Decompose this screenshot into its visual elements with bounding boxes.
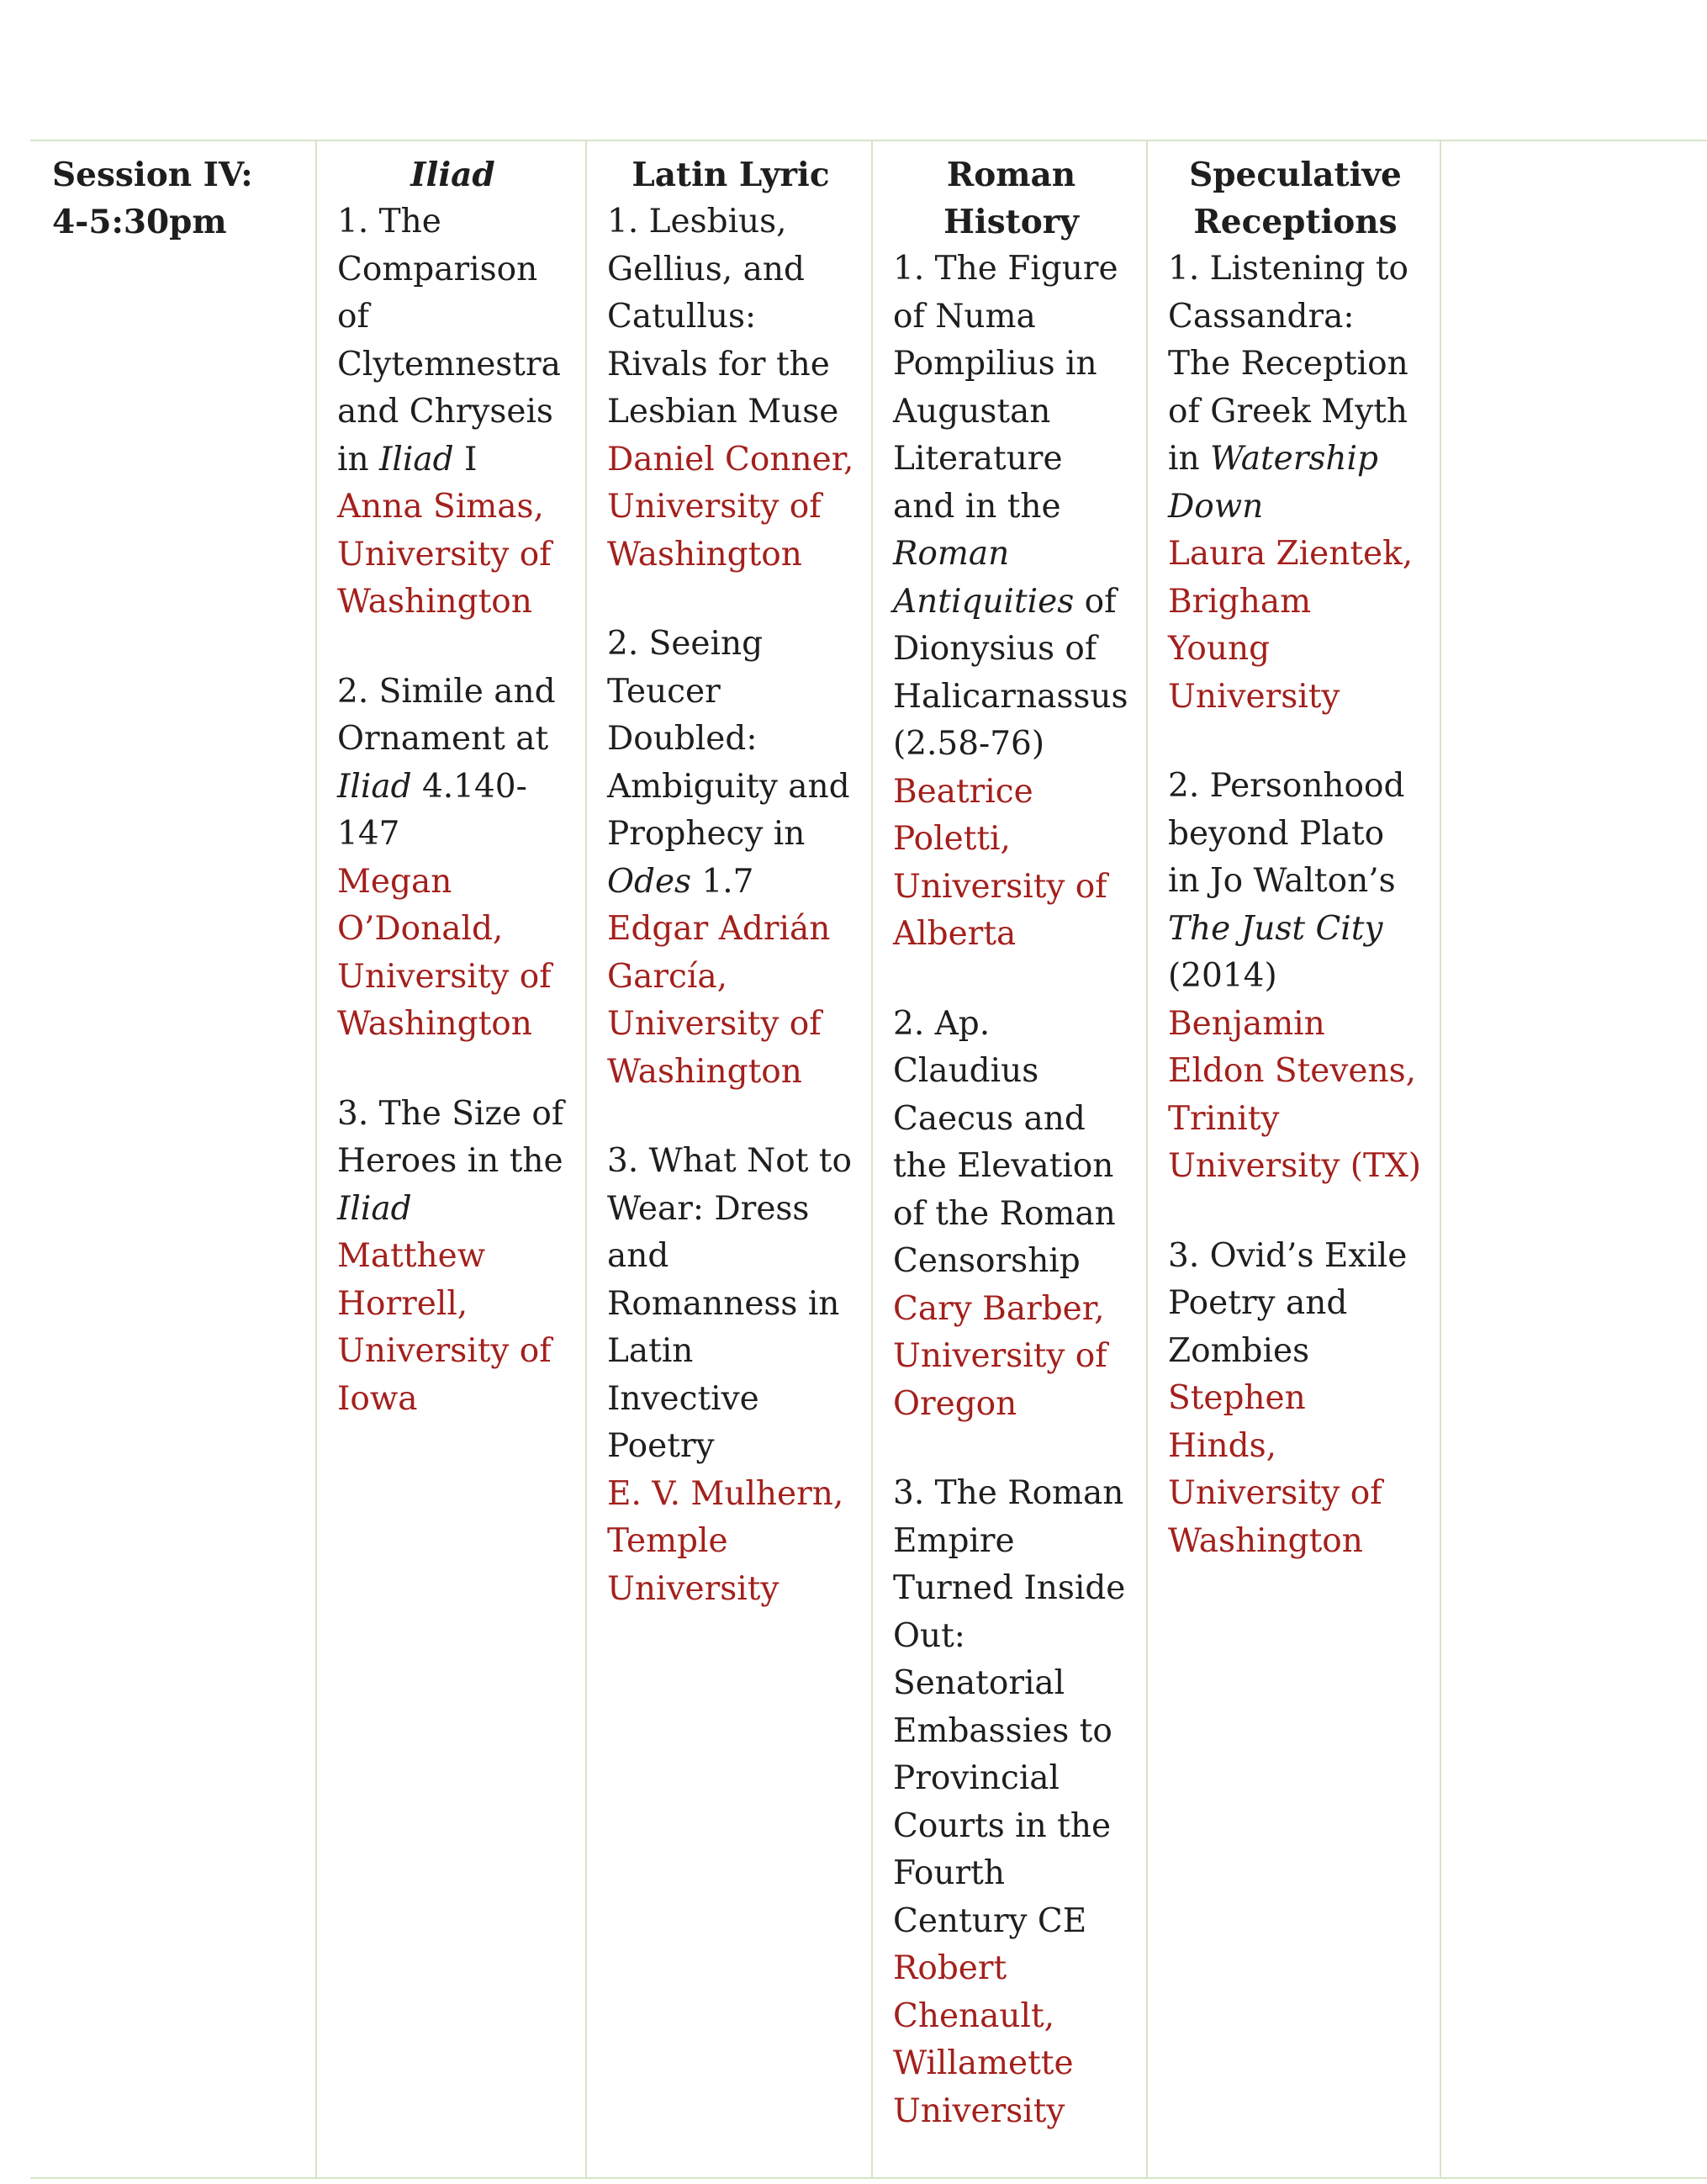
paper-list — [1168, 246, 1423, 1565]
empty-cell — [1440, 140, 1707, 2178]
paper-title-part: Watership Down — [1168, 440, 1378, 526]
paper-title-part: 1. Listening to Cassandra: The Reception of Greek Myth in — [1168, 250, 1408, 478]
paper-title-part: Iliad — [379, 440, 454, 479]
paper-author: Edgar Adrián García, University of Washington — [607, 910, 831, 1091]
paper-entry — [1168, 1233, 1423, 1566]
paper-author: Robert Chenault, Willamette University — [893, 1949, 1074, 2130]
paper-list — [607, 198, 854, 1613]
paper-list — [337, 198, 568, 1423]
paper-author: Cary Barber, University of Oregon — [893, 1289, 1107, 1423]
paper-entry — [607, 198, 854, 579]
paper-entry — [893, 1470, 1129, 2135]
paper-author: Laura Zientek, Brigham Young University — [1168, 535, 1414, 716]
paper-author: Anna Simas, University of Washington — [337, 488, 552, 621]
paper-author: Daniel Conner, University of Washington — [607, 440, 854, 574]
paper-author: Matthew Horrell, University of Iowa — [337, 1237, 552, 1418]
paper-title-part: I — [453, 440, 478, 479]
paper-title-part: 3. The Size of Heroes in the — [337, 1094, 564, 1180]
paper-author: Benjamin Eldon Stevens, Trinity University (TX) — [1168, 1004, 1422, 1185]
paper-title-part: 2. Simile and Ornament at — [337, 672, 556, 758]
panel-speculative-receptions-cell — [1147, 140, 1440, 2178]
paper-title-part: of Dionysius of Halicarnassus (2.58-76) — [893, 582, 1128, 763]
paper-title-part: 3. What Not to Wear: Dress and Romanness in Latin Invective Poetry — [607, 1142, 852, 1465]
session-label — [52, 151, 299, 246]
paper-title-part: The Just City — [1168, 909, 1383, 948]
panel-heading — [893, 151, 1129, 246]
paper-entry — [607, 1138, 854, 1613]
paper-title-part: 3. Ovid’s Exile Poetry and Zombies — [1168, 1236, 1408, 1370]
paper-title-part: Iliad — [337, 767, 412, 806]
paper-title-part: Odes — [607, 862, 692, 901]
paper-title-part: 1. The Comparison of Clytemnestra and Chryseis in — [337, 203, 561, 479]
paper-entry — [1168, 763, 1423, 1191]
paper-list — [893, 246, 1129, 2135]
session-time: 4-5:30pm — [52, 203, 227, 241]
paper-title-part: 4.140-147 — [337, 767, 527, 853]
paper-title-part: 2. Personhood beyond Plato in Jo Walton’s — [1168, 767, 1405, 900]
paper-author: Megan O’Donald, University of Washington — [337, 862, 552, 1043]
paper-title-part: 1. Lesbius, Gellius, and Catullus: Rivals for the Lesbian Muse — [607, 203, 839, 431]
paper-entry — [337, 198, 568, 627]
paper-title-part: 2. Seeing Teucer Doubled: Ambiguity and Prophecy in — [607, 625, 850, 853]
paper-title-part: Roman Antiquities — [893, 535, 1075, 621]
paper-entry — [893, 1001, 1129, 1429]
panel-heading-text: Speculative Receptions — [1189, 156, 1402, 241]
paper-entry — [1168, 246, 1423, 721]
panel-heading — [1168, 151, 1423, 246]
session-time-cell — [30, 140, 316, 2178]
panel-heading: Iliad — [410, 156, 495, 194]
paper-entry — [337, 1091, 568, 1424]
paper-entry — [607, 621, 854, 1096]
paper-title-part: 1.7 — [691, 862, 754, 901]
paper-author: Stephen Hinds, University of Washington — [1168, 1379, 1382, 1560]
paper-title-part: 3. The Roman Empire Turned Inside Out: Senatorial Embassies to Provincial Courts in the Fourth Century CE — [893, 1474, 1126, 1940]
paper-title-part: 2. Ap. Claudius Caecus and the Elevation of the Roman Censorship — [893, 1004, 1116, 1280]
session-row — [30, 140, 1707, 2178]
panel-heading-text: Roman History — [943, 156, 1079, 241]
panel-roman-history-cell — [872, 140, 1147, 2178]
paper-title-part: (2014) — [1168, 957, 1277, 995]
paper-entry — [337, 669, 568, 1049]
session-schedule-table — [30, 140, 1707, 2179]
session-name: Session IV: — [52, 156, 253, 194]
paper-title-part: 1. The Figure of Numa Pompilius in Augustan Literature and in the — [893, 250, 1118, 526]
paper-title-part: Iliad — [337, 1189, 412, 1228]
paper-author: Beatrice Poletti, University of Alberta — [893, 772, 1107, 953]
panel-iliad-cell — [316, 140, 586, 2178]
panel-latin-lyric-cell — [586, 140, 872, 2178]
paper-author: E. V. Mulhern, Temple University — [607, 1474, 844, 1608]
paper-entry — [893, 246, 1129, 959]
panel-heading: Latin Lyric — [632, 156, 830, 194]
